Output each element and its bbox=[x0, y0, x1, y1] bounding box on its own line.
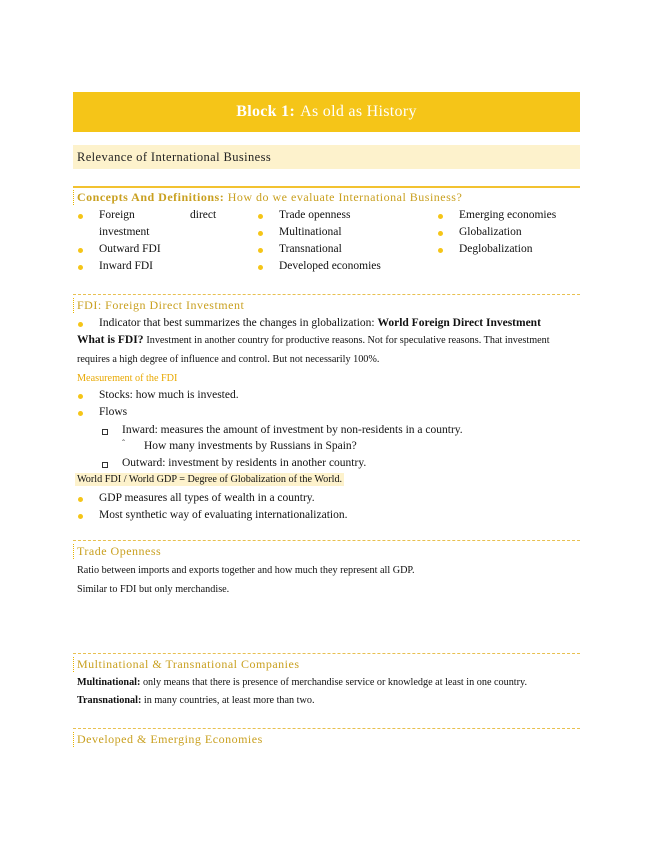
concept-item: Developed economies bbox=[279, 260, 381, 272]
concept-item: Globalization bbox=[459, 226, 522, 238]
block-title: As old as History bbox=[300, 103, 417, 120]
section-rule bbox=[73, 728, 580, 729]
concept-item: Transnational bbox=[279, 243, 342, 255]
concept-item: Outward FDI bbox=[99, 243, 161, 255]
trade-text: Similar to FDI but only merchandise. bbox=[77, 584, 230, 595]
measurement-heading: Measurement of the FDI bbox=[77, 373, 178, 384]
sub-list-item: Outward: investment by residents in another country. bbox=[122, 457, 367, 469]
transnational-def bbox=[77, 695, 315, 706]
list-item: Stocks: how much is invested. bbox=[99, 389, 239, 401]
what-is-fdi bbox=[77, 334, 550, 346]
concepts-heading-label: Concepts And Definitions: bbox=[77, 190, 225, 204]
concept-item: Trade openness bbox=[279, 209, 351, 221]
block-title-banner bbox=[73, 92, 580, 132]
concept-item: Emerging economies bbox=[459, 209, 557, 221]
concept-item: Foreign bbox=[99, 209, 135, 221]
fdi-indicator-text: Indicator that best summarizes the changes in globalization: bbox=[99, 317, 375, 329]
list-item: Most synthetic way of evaluating internationalization. bbox=[99, 509, 348, 521]
fdi-heading: FDI: Foreign Direct Investment bbox=[73, 298, 580, 313]
transnational-text: in many countries, at least more than two. bbox=[143, 695, 315, 706]
trade-heading: Trade Openness bbox=[73, 544, 580, 559]
developed-heading: Developed & Emerging Economies bbox=[73, 732, 580, 747]
concepts-heading-text: How do we evaluate International Business? bbox=[227, 190, 463, 204]
sub-sub-list-item: ˆ How many investments by Russians in Spain? bbox=[144, 440, 357, 452]
section-rule bbox=[73, 653, 580, 654]
multinational-label: Multinational: bbox=[77, 677, 141, 688]
section-subheader: Relevance of International Business bbox=[73, 145, 580, 169]
concept-item-cont: direct bbox=[190, 209, 217, 221]
what-is-fdi-label: What is FDI? bbox=[77, 334, 144, 346]
transnational-label: Transnational: bbox=[77, 695, 142, 706]
multinational-def bbox=[77, 677, 527, 688]
list-item: Flows bbox=[99, 406, 128, 418]
sub-list-item: Inward: measures the amount of investment by non-residents in a country. bbox=[122, 424, 463, 436]
concept-item: Deglobalization bbox=[459, 243, 533, 255]
fdi-indicator-bold: World Foreign Direct Investment bbox=[377, 317, 541, 329]
concept-item: Inward FDI bbox=[99, 260, 153, 272]
trade-text: Ratio between imports and exports together and how much they represent all GDP. bbox=[77, 565, 415, 576]
section-rule bbox=[73, 294, 580, 295]
concept-item: Multinational bbox=[279, 226, 342, 238]
what-is-fdi-text: Investment in another country for productive reasons. Not for speculative reasons. That investment bbox=[146, 335, 550, 346]
section-rule bbox=[73, 540, 580, 541]
concept-item-cont: investment bbox=[99, 226, 150, 238]
multinational-text: only means that there is presence of merchandise service or knowledge at least in one country. bbox=[142, 677, 528, 688]
multi-heading: Multinational & Transnational Companies bbox=[73, 657, 580, 672]
list-item: GDP measures all types of wealth in a country. bbox=[99, 492, 315, 504]
section-rule bbox=[73, 186, 580, 188]
block-number: Block 1: bbox=[236, 103, 296, 120]
fdi-indicator bbox=[99, 317, 541, 329]
fdi-ratio-highlight: World FDI / World GDP = Degree of Globalization of the World. bbox=[77, 474, 343, 485]
concepts-heading bbox=[73, 190, 580, 205]
what-is-fdi-text-cont: requires a high degree of influence and control. But not necessarily 100%. bbox=[77, 354, 380, 365]
